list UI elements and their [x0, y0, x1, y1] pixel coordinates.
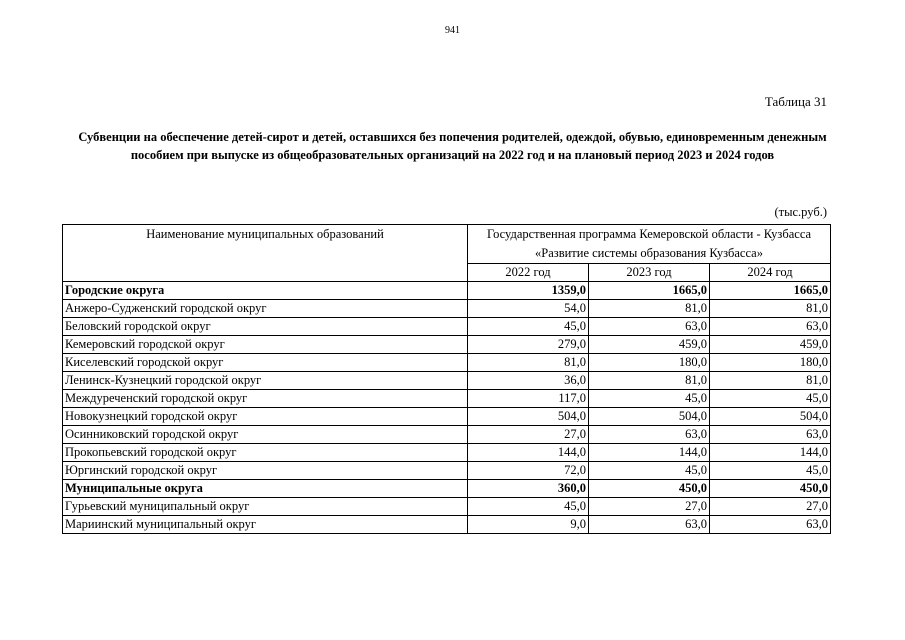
row-value-2023: 63,0	[589, 516, 710, 534]
table-row	[63, 408, 831, 426]
page-number: 941	[445, 25, 460, 36]
row-value-2023: 144,0	[589, 444, 710, 462]
table-row	[63, 462, 831, 480]
row-value-2024: 180,0	[710, 354, 831, 372]
row-name: Киселевский городской округ	[63, 354, 468, 372]
table-row	[63, 516, 831, 534]
column-header-2024: 2024 год	[710, 264, 831, 282]
row-value-2024: 45,0	[710, 462, 831, 480]
table-row-group	[63, 480, 831, 498]
row-value-2022: 45,0	[468, 498, 589, 516]
row-value-2023: 81,0	[589, 300, 710, 318]
column-header-2022: 2022 год	[468, 264, 589, 282]
row-value-2024: 45,0	[710, 390, 831, 408]
row-name: Осинниковский городской округ	[63, 426, 468, 444]
row-value-2023: 45,0	[589, 462, 710, 480]
table-row-group	[63, 282, 831, 300]
row-value-2022: 27,0	[468, 426, 589, 444]
row-value-2023: 63,0	[589, 318, 710, 336]
row-value-2024: 63,0	[710, 426, 831, 444]
row-value-2023: 450,0	[589, 480, 710, 498]
row-value-2023: 459,0	[589, 336, 710, 354]
row-value-2022: 81,0	[468, 354, 589, 372]
row-value-2022: 45,0	[468, 318, 589, 336]
row-name: Беловский городской округ	[63, 318, 468, 336]
document-title: Субвенции на обеспечение детей-сирот и детей, оставшихся без попечения родителей, одеждой, обувью, единовременным денежным пособием при выпуске из общеобразовательных организаций на 2022 год и на плановый период 2023 и 2024 годов	[78, 130, 827, 162]
row-value-2024: 63,0	[710, 318, 831, 336]
row-value-2022: 1359,0	[468, 282, 589, 300]
subvention-table	[62, 224, 831, 534]
row-name: Мариинский муниципальный округ	[63, 516, 468, 534]
row-value-2022: 144,0	[468, 444, 589, 462]
table-row	[63, 444, 831, 462]
row-name: Юргинский городской округ	[63, 462, 468, 480]
row-value-2022: 72,0	[468, 462, 589, 480]
row-name: Городские округа	[63, 282, 468, 300]
row-name: Муниципальные округа	[63, 480, 468, 498]
column-header-2023: 2023 год	[589, 264, 710, 282]
table-label: Таблица 31	[764, 94, 827, 109]
row-value-2024: 63,0	[710, 516, 831, 534]
column-header-name: Наименование муниципальных образований	[63, 225, 468, 282]
row-name: Анжеро-Судженский городской округ	[63, 300, 468, 318]
row-value-2024: 27,0	[710, 498, 831, 516]
row-value-2023: 45,0	[589, 390, 710, 408]
table-row	[63, 372, 831, 390]
row-value-2022: 117,0	[468, 390, 589, 408]
row-value-2024: 81,0	[710, 372, 831, 390]
row-value-2022: 504,0	[468, 408, 589, 426]
table-row	[63, 390, 831, 408]
table-row	[63, 336, 831, 354]
row-value-2022: 36,0	[468, 372, 589, 390]
row-value-2022: 54,0	[468, 300, 589, 318]
row-value-2024: 504,0	[710, 408, 831, 426]
row-value-2023: 1665,0	[589, 282, 710, 300]
row-value-2023: 180,0	[589, 354, 710, 372]
row-value-2022: 9,0	[468, 516, 589, 534]
row-value-2024: 81,0	[710, 300, 831, 318]
table-row	[63, 354, 831, 372]
row-name: Гурьевский муниципальный округ	[63, 498, 468, 516]
row-value-2022: 279,0	[468, 336, 589, 354]
table-row	[63, 318, 831, 336]
row-name: Прокопьевский городской округ	[63, 444, 468, 462]
header-row-program	[63, 225, 831, 264]
table-row	[63, 426, 831, 444]
row-value-2024: 144,0	[710, 444, 831, 462]
row-value-2023: 63,0	[589, 426, 710, 444]
row-name: Новокузнецкий городской округ	[63, 408, 468, 426]
row-value-2023: 81,0	[589, 372, 710, 390]
row-value-2024: 459,0	[710, 336, 831, 354]
column-header-program: Государственная программа Кемеровской области - Кузбасса «Развитие системы образования Кузбасса»	[468, 225, 831, 264]
row-value-2024: 450,0	[710, 480, 831, 498]
row-value-2023: 27,0	[589, 498, 710, 516]
row-value-2023: 504,0	[589, 408, 710, 426]
row-name: Ленинск-Кузнецкий городской округ	[63, 372, 468, 390]
row-value-2022: 360,0	[468, 480, 589, 498]
row-name: Кемеровский городской округ	[63, 336, 468, 354]
row-name: Междуреченский городской округ	[63, 390, 468, 408]
row-value-2024: 1665,0	[710, 282, 831, 300]
table-row	[63, 498, 831, 516]
table-row	[63, 300, 831, 318]
units-label: (тыс.руб.)	[774, 205, 827, 219]
